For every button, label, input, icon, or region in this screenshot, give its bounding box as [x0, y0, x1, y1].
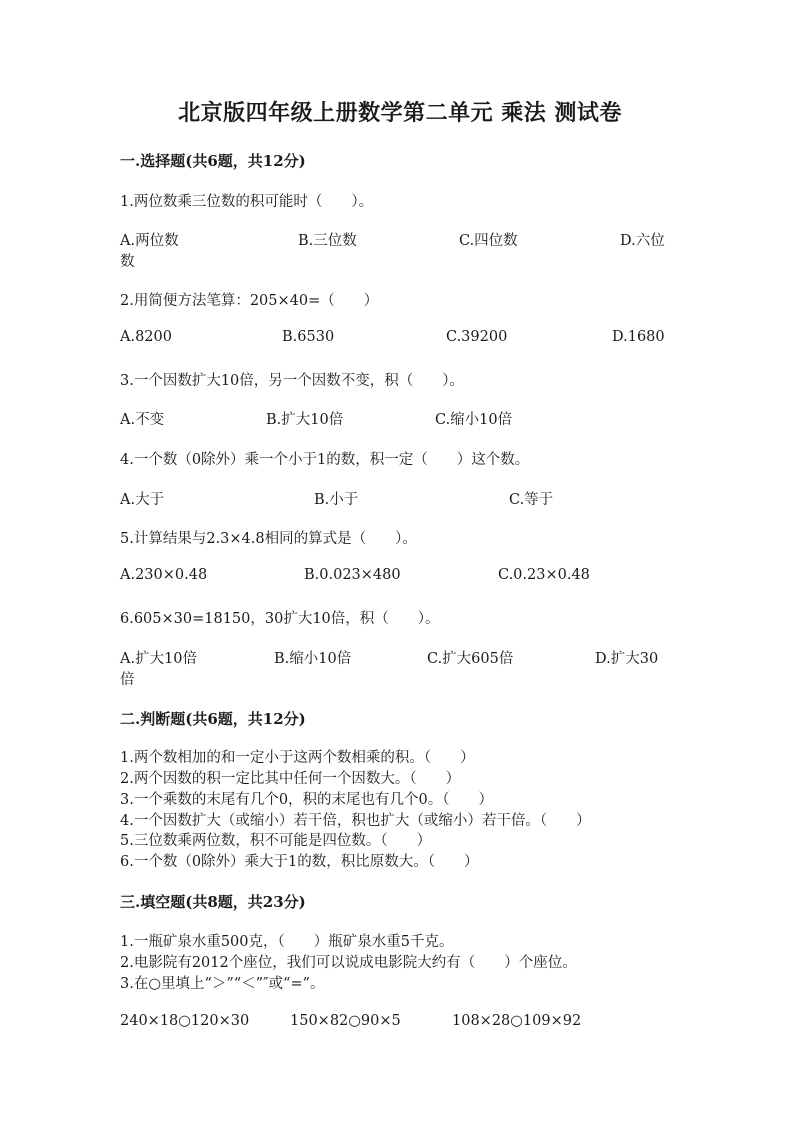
judgment-item-5: 5.三位数乘两位数，积不可能是四位数。（ ）: [120, 833, 432, 849]
question-1-option-b: B.三位数: [298, 233, 357, 249]
question-5-option-b: B.0.023×480: [304, 567, 401, 583]
question-2-stem: 2.用简便方法笔算：205×40=（ ）: [120, 293, 379, 309]
compare-expression-2: 150×82○90×5: [290, 1013, 401, 1029]
question-3-stem: 3.一个因数扩大10倍，另一个因数不变，积（ ）。: [120, 373, 465, 389]
question-2-option-d: D.1680: [612, 329, 665, 345]
question-1-option-a: A.两位数: [120, 233, 179, 249]
fill-item-1: 1.一瓶矿泉水重500克，（ ）瓶矿泉水重5千克。: [120, 934, 454, 950]
page-title: 北京版四年级上册数学第二单元 乘法 测试卷: [178, 100, 622, 126]
judgment-item-2: 2.两个因数的积一定比其中任何一个因数大。（ ）: [120, 771, 461, 787]
judgment-item-6: 6.一个数（0除外）乘大于1的数，积比原数大。（ ）: [120, 854, 479, 870]
section-heading-judgment: 二.判断题(共6题，共12分): [120, 710, 306, 728]
question-1-option-c: C.四位数: [459, 233, 518, 249]
question-6-stem: 6.605×30=18150，30扩大10倍，积（ ）。: [120, 611, 440, 627]
question-5-stem: 5.计算结果与2.3×4.8相同的算式是（ ）。: [120, 531, 417, 547]
question-6-option-a: A.扩大10倍: [120, 651, 198, 667]
question-2-option-c: C.39200: [446, 329, 508, 345]
question-4-option-b: B.小于: [314, 492, 359, 508]
question-1-option-d-wrap: 数: [120, 254, 135, 270]
section-heading-choice: 一.选择题(共6题，共12分): [120, 152, 306, 170]
question-5-option-c: C.0.23×0.48: [498, 567, 590, 583]
question-6-option-c: C.扩大605倍: [427, 651, 514, 667]
question-2-option-b: B.6530: [282, 329, 335, 345]
question-6-option-d-wrap: 倍: [120, 672, 135, 688]
question-2-option-a: A.8200: [120, 329, 172, 345]
question-4-stem: 4.一个数（0除外）乘一个小于1的数，积一定（ ）这个数。: [120, 452, 530, 468]
question-6-option-d: D.扩大30: [595, 651, 659, 667]
question-4-option-c: C.等于: [509, 492, 554, 508]
fill-item-2: 2.电影院有2012个座位，我们可以说成电影院大约有（ ）个座位。: [120, 955, 577, 971]
compare-expression-3: 108×28○109×92: [452, 1013, 582, 1029]
judgment-item-1: 1.两个数相加的和一定小于这两个数相乘的积。（ ）: [120, 750, 475, 766]
section-heading-fill: 三.填空题(共8题，共23分): [120, 893, 306, 911]
question-3-option-b: B.扩大10倍: [266, 412, 344, 428]
question-1-stem: 1.两位数乘三位数的积可能时（ ）。: [120, 194, 374, 210]
question-3-option-a: A.不变: [120, 412, 165, 428]
fill-item-3: 3.在○里填上“＞”“＜”″或“=”。: [120, 976, 325, 992]
question-1-option-d: D.六位: [620, 233, 665, 249]
question-6-option-b: B.缩小10倍: [274, 651, 352, 667]
question-3-option-c: C.缩小10倍: [435, 412, 513, 428]
compare-expression-1: 240×18○120×30: [120, 1013, 250, 1029]
judgment-item-3: 3.一个乘数的末尾有几个0，积的末尾也有几个0。（ ）: [120, 792, 494, 808]
judgment-item-4: 4.一个因数扩大（或缩小）若干倍，积也扩大（或缩小）若干倍。（ ）: [120, 813, 591, 829]
question-4-option-a: A.大于: [120, 492, 165, 508]
question-5-option-a: A.230×0.48: [120, 567, 208, 583]
